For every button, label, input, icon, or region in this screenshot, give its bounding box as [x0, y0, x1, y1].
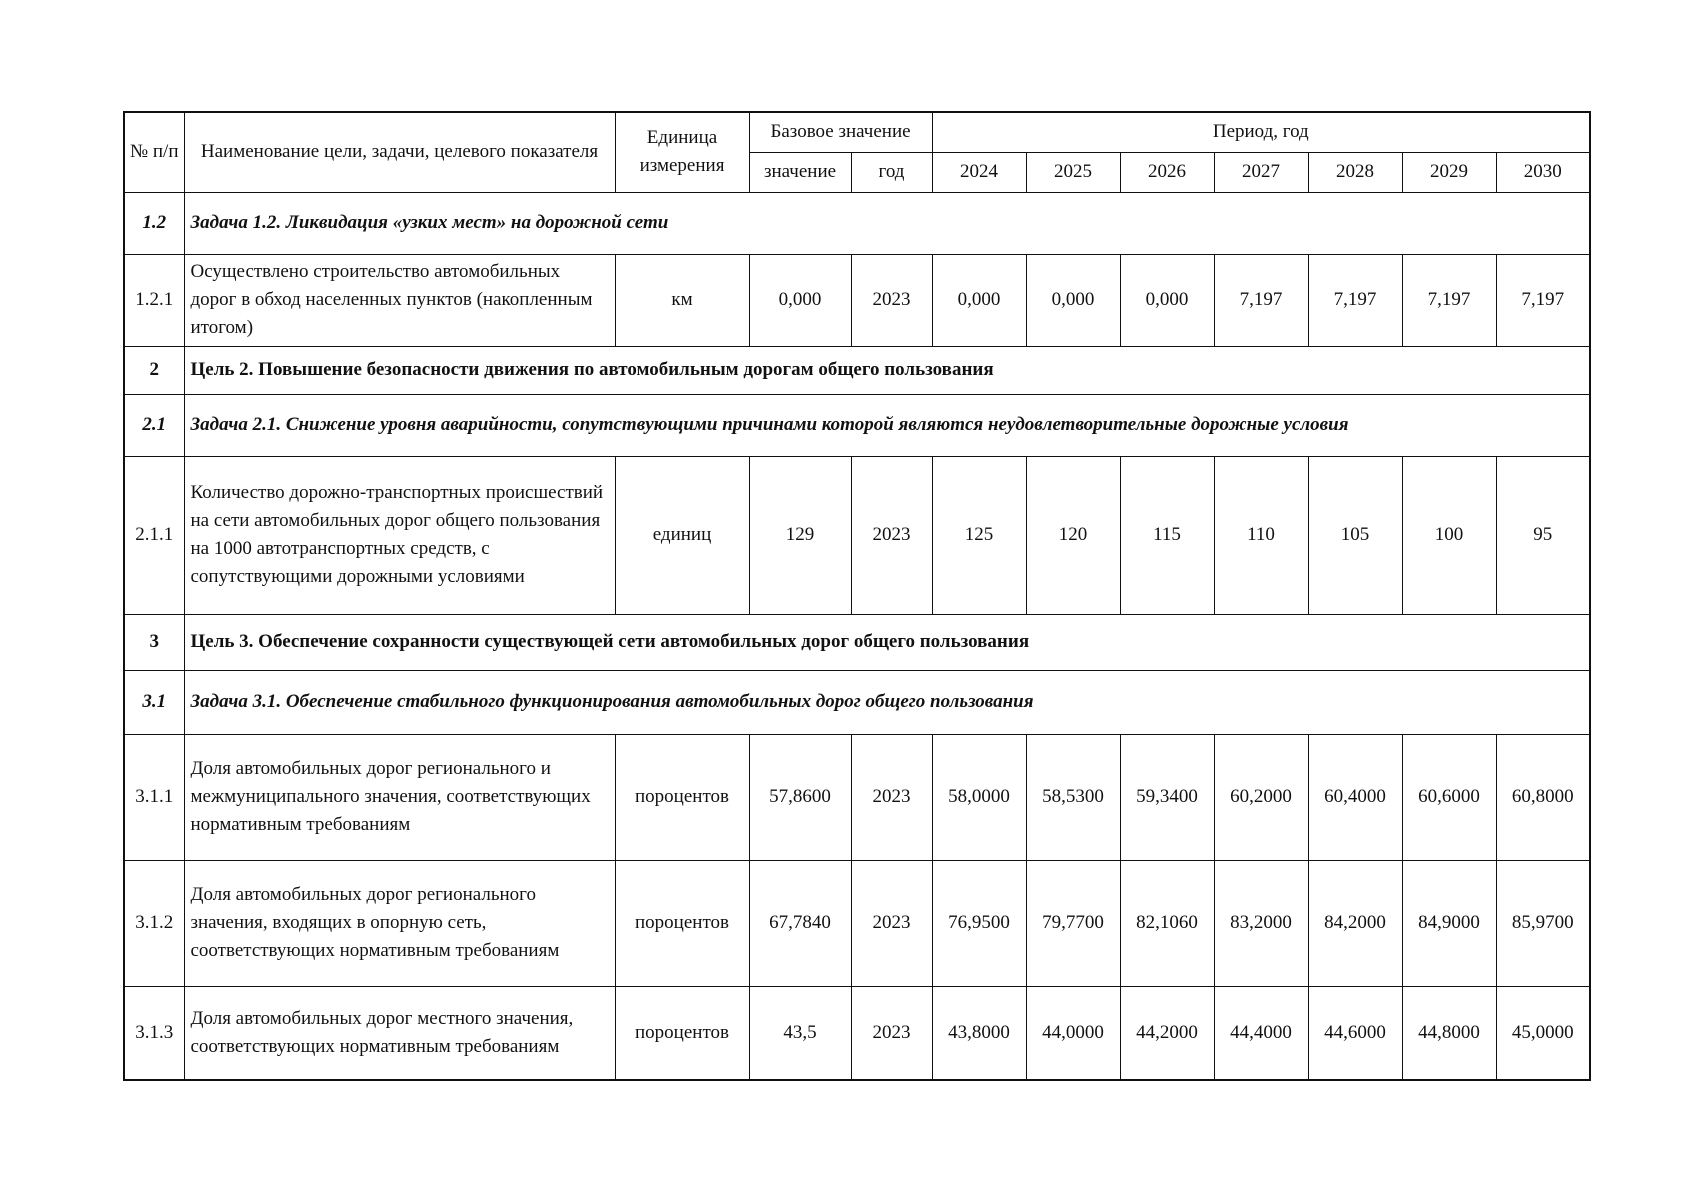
- indicator-row: [124, 456, 1590, 614]
- indicator-value-2025: 44,0000: [1026, 986, 1120, 1080]
- indicator-name: Доля автомобильных дорог регионального значения, входящих в опорную сеть, соответствующих нормативным требованиям: [184, 860, 615, 986]
- indicators-table: [123, 111, 1591, 1081]
- indicator-name: Доля автомобильных дорог регионального и межмуниципального значения, соответствующих нормативным требованиям: [184, 734, 615, 860]
- indicator-name: Доля автомобильных дорог местного значения, соответствующих нормативным требованиям: [184, 986, 615, 1080]
- indicator-value-2024: 58,0000: [932, 734, 1026, 860]
- header-year-2027: 2027: [1214, 152, 1308, 192]
- indicator-value-2024: 125: [932, 456, 1026, 614]
- header-base: Базовое значение: [749, 112, 932, 152]
- indicator-value-2026: 82,1060: [1120, 860, 1214, 986]
- indicator-value-2024: 43,8000: [932, 986, 1026, 1080]
- indicator-value-2027: 7,197: [1214, 254, 1308, 346]
- indicator-value-2027: 83,2000: [1214, 860, 1308, 986]
- indicator-unit: пороцентов: [615, 986, 749, 1080]
- indicator-base-value: 43,5: [749, 986, 851, 1080]
- indicator-unit: пороцентов: [615, 734, 749, 860]
- goal-number: 2: [124, 346, 184, 394]
- indicator-value-2025: 0,000: [1026, 254, 1120, 346]
- header-year-2024: 2024: [932, 152, 1026, 192]
- indicator-base-value: 67,7840: [749, 860, 851, 986]
- indicator-value-2026: 115: [1120, 456, 1214, 614]
- task-title: Задача 3.1. Обеспечение стабильного функционирования автомобильных дорог общего пользования: [184, 670, 1590, 734]
- indicator-value-2028: 7,197: [1308, 254, 1402, 346]
- goal-row: [124, 346, 1590, 394]
- indicator-value-2028: 105: [1308, 456, 1402, 614]
- task-title: Задача 2.1. Снижение уровня аварийности, сопутствующими причинами которой являются неудовлетворительные дорожные условия: [184, 394, 1590, 456]
- header-period: Период, год: [932, 112, 1590, 152]
- indicator-value-2029: 44,8000: [1402, 986, 1496, 1080]
- indicator-number: 3.1.3: [124, 986, 184, 1080]
- indicator-row: [124, 986, 1590, 1080]
- task-number: 2.1: [124, 394, 184, 456]
- indicator-base-year: 2023: [851, 986, 932, 1080]
- indicator-value-2029: 100: [1402, 456, 1496, 614]
- task-row: [124, 192, 1590, 254]
- indicator-value-2029: 60,6000: [1402, 734, 1496, 860]
- indicator-unit: единиц: [615, 456, 749, 614]
- indicator-unit: км: [615, 254, 749, 346]
- indicator-value-2026: 0,000: [1120, 254, 1214, 346]
- indicator-value-2029: 84,9000: [1402, 860, 1496, 986]
- header-year-2025: 2025: [1026, 152, 1120, 192]
- indicator-base-value: 0,000: [749, 254, 851, 346]
- goal-title: Цель 3. Обеспечение сохранности существующей сети автомобильных дорог общего пользования: [184, 614, 1590, 670]
- goal-title: Цель 2. Повышение безопасности движения по автомобильным дорогам общего пользования: [184, 346, 1590, 394]
- header-year-2030: 2030: [1496, 152, 1590, 192]
- indicator-value-2025: 120: [1026, 456, 1120, 614]
- indicator-value-2024: 0,000: [932, 254, 1026, 346]
- indicator-row: [124, 860, 1590, 986]
- indicator-value-2028: 84,2000: [1308, 860, 1402, 986]
- header-year-2029: 2029: [1402, 152, 1496, 192]
- indicator-base-value: 57,8600: [749, 734, 851, 860]
- indicator-unit: пороцентов: [615, 860, 749, 986]
- indicator-base-year: 2023: [851, 734, 932, 860]
- indicator-value-2030: 60,8000: [1496, 734, 1590, 860]
- header-base-value: значение: [749, 152, 851, 192]
- indicator-value-2025: 79,7700: [1026, 860, 1120, 986]
- indicator-value-2025: 58,5300: [1026, 734, 1120, 860]
- indicator-value-2028: 44,6000: [1308, 986, 1402, 1080]
- indicator-value-2030: 85,9700: [1496, 860, 1590, 986]
- header-name: Наименование цели, задачи, целевого показателя: [184, 112, 615, 192]
- task-row: [124, 394, 1590, 456]
- indicator-base-year: 2023: [851, 254, 932, 346]
- indicator-value-2030: 95: [1496, 456, 1590, 614]
- indicator-value-2026: 44,2000: [1120, 986, 1214, 1080]
- goal-number: 3: [124, 614, 184, 670]
- header-base-year: год: [851, 152, 932, 192]
- indicator-value-2030: 45,0000: [1496, 986, 1590, 1080]
- header-unit: Единица измерения: [615, 112, 749, 192]
- header-year-2028: 2028: [1308, 152, 1402, 192]
- indicator-value-2026: 59,3400: [1120, 734, 1214, 860]
- indicator-name: Осуществлено строительство автомобильных дорог в обход населенных пунктов (накопленным итогом): [184, 254, 615, 346]
- task-title: Задача 1.2. Ликвидация «узких мест» на дорожной сети: [184, 192, 1590, 254]
- header-no: № п/п: [124, 112, 184, 192]
- indicator-value-2027: 60,2000: [1214, 734, 1308, 860]
- indicator-value-2027: 44,4000: [1214, 986, 1308, 1080]
- task-number: 1.2: [124, 192, 184, 254]
- goal-row: [124, 614, 1590, 670]
- indicator-name: Количество дорожно-транспортных происшествий на сети автомобильных дорог общего пользования на 1000 автотранспортных средств, с сопутствующими дорожными условиями: [184, 456, 615, 614]
- indicator-number: 3.1.2: [124, 860, 184, 986]
- indicator-value-2027: 110: [1214, 456, 1308, 614]
- task-row: [124, 670, 1590, 734]
- indicator-number: 2.1.1: [124, 456, 184, 614]
- header-year-2026: 2026: [1120, 152, 1214, 192]
- indicator-value-2030: 7,197: [1496, 254, 1590, 346]
- indicator-base-year: 2023: [851, 456, 932, 614]
- task-number: 3.1: [124, 670, 184, 734]
- indicator-base-year: 2023: [851, 860, 932, 986]
- indicator-value-2029: 7,197: [1402, 254, 1496, 346]
- indicator-number: 3.1.1: [124, 734, 184, 860]
- indicator-value-2024: 76,9500: [932, 860, 1026, 986]
- indicator-base-value: 129: [749, 456, 851, 614]
- header-row-1: [124, 112, 1590, 152]
- indicator-value-2028: 60,4000: [1308, 734, 1402, 860]
- indicator-number: 1.2.1: [124, 254, 184, 346]
- indicator-row: [124, 254, 1590, 346]
- indicator-row: [124, 734, 1590, 860]
